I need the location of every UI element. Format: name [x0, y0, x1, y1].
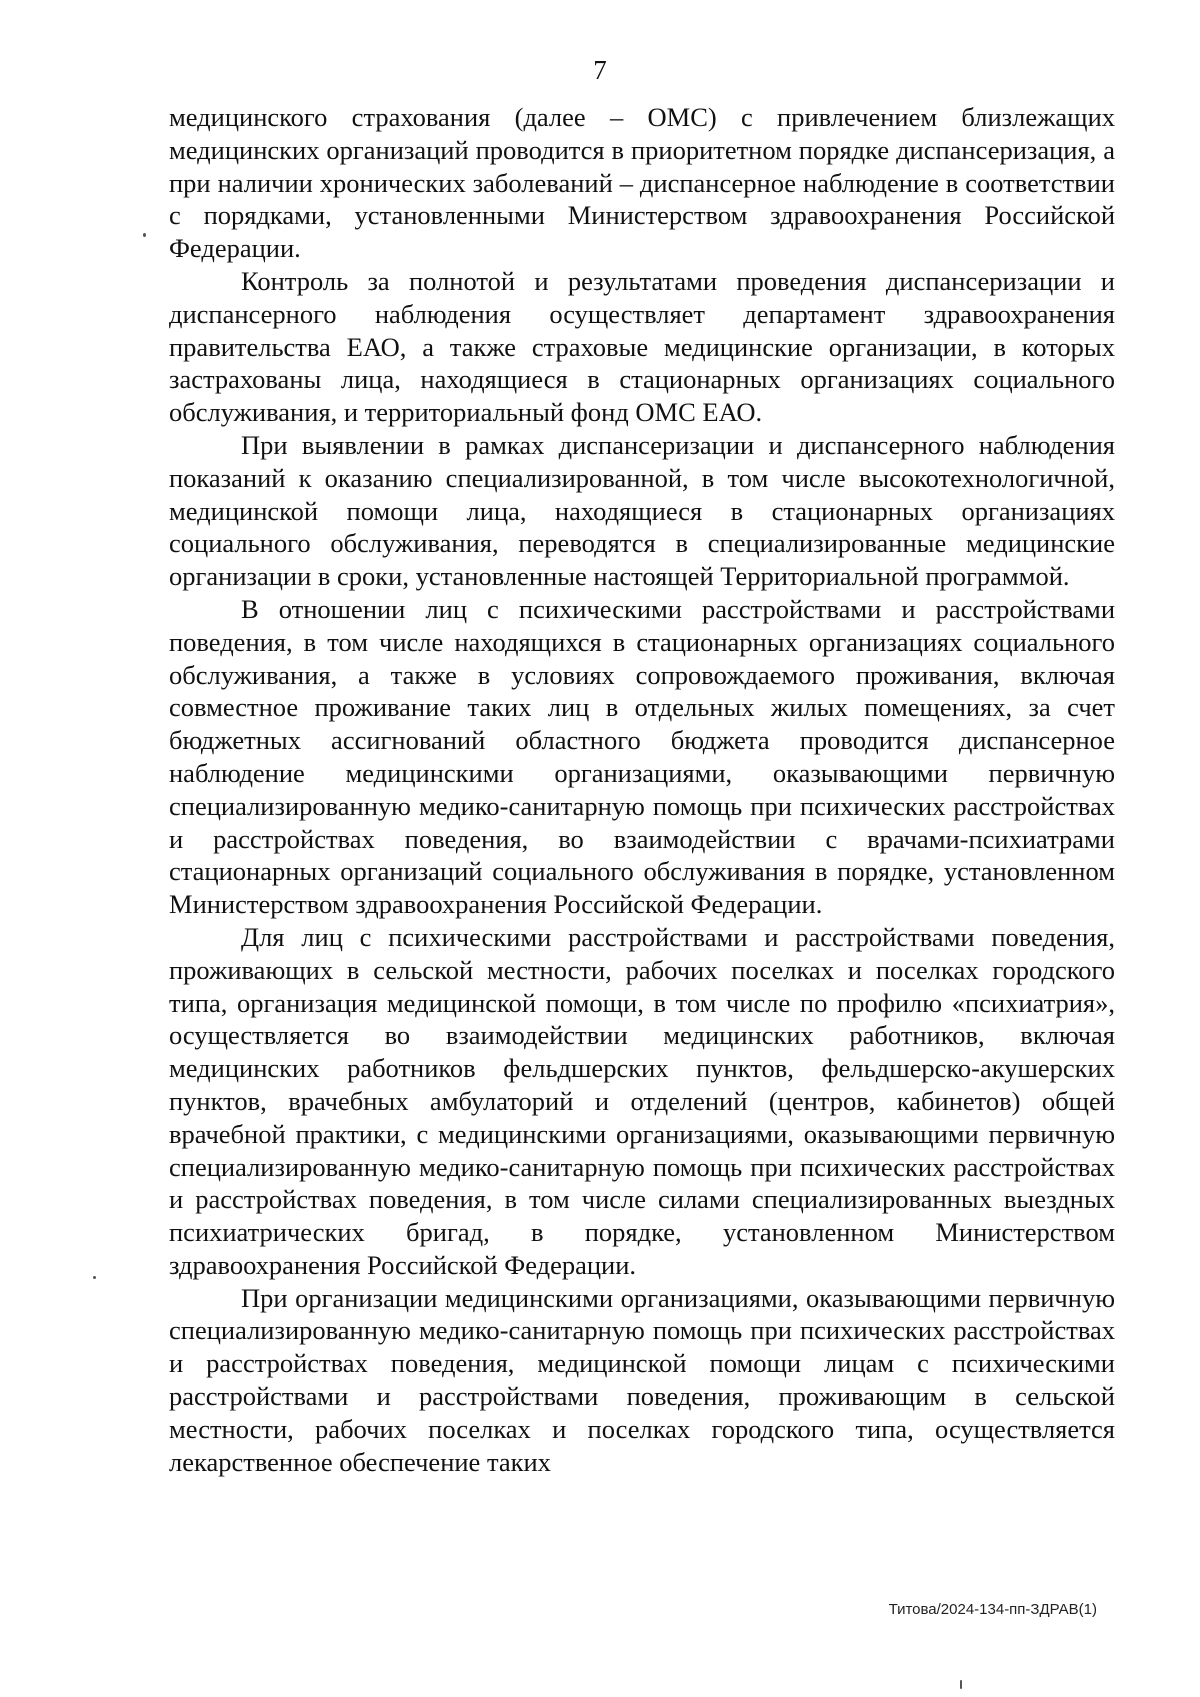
paragraph-rural-psychiatric-care: Для лиц с психическими расстройствами и расстройствами поведения, проживающих в сельской местности, рабочих поселках и поселках городского типа, организация медицинской помощи, в том числе по профилю «психиатрия», осуществляется во взаимодействии медицинских работников, включая медицинских работников фельдшерских пунктов, фельдшерско-акушерских пунктов, врачебных амбулаторий и отделений (центров, кабинетов) общей врачебной практики, с медицинскими организациями, оказывающими первичную специализированную медико-санитарную помощь при психических расстройствах и расстройствах поведения, в том числе силами специализированных выездных психиатрических бригад, в порядке, установленном Министерством здравоохранения Российской Федерации.	[169, 921, 1115, 1280]
scan-speck	[143, 233, 146, 237]
paragraph-monitoring-control: Контроль за полнотой и результатами проведения диспансеризации и диспансерного наблюдения осуществляет департамент здравоохранения правительства ЕАО, а также страховые медицинские организации, в которых застрахованы лица, находящиеся в стационарных организациях социального обслуживания, и территориальный фонд ОМС ЕАО.	[169, 265, 1115, 428]
paragraph-mental-disorders-monitoring: В отношении лиц с психическими расстройствами и расстройствами поведения, в том числе находящихся в стационарных организациях социального обслуживания, а также в условиях сопровождаемого проживания, включая совместное проживание таких лиц в отдельных жилых помещениях, за счет бюджетных ассигнований областного бюджета проводится диспансерное наблюдение медицинскими организациями, оказывающими первичную специализированную медико-санитарную помощь при психических расстройствах и расстройствах поведения, во взаимодействии с врачами-психиатрами стационарных организаций социального обслуживания в порядке, установленном Министерством здравоохранения Российской Федерации.	[169, 593, 1115, 920]
scan-speck	[960, 1680, 962, 1689]
page-number: 7	[593, 55, 607, 85]
document-registration-code: Титова/2024-134-пп-ЗДРАВ(1)	[888, 1601, 1097, 1618]
document-body	[169, 101, 1115, 1478]
paragraph-specialized-care-referral: При выявлении в рамках диспансеризации и диспансерного наблюдения показаний к оказанию специализированной, в том числе высокотехнологичной, медицинской помощи лица, находящиеся в стационарных организациях социального обслуживания, переводятся в специализированные медицинские организации в сроки, установленные настоящей Территориальной программой.	[169, 429, 1115, 592]
scan-speck	[93, 1276, 96, 1279]
paragraph-continued: медицинского страхования (далее – ОМС) с привлечением близлежащих медицинских организаций проводится в приоритетном порядке диспансеризация, а при наличии хронических заболеваний – диспансерное наблюдение в соответствии с порядками, установленными Министерством здравоохранения Российской Федерации.	[169, 102, 1115, 264]
paragraph-drug-provision: При организации медицинскими организациями, оказывающими первичную специализированную медико-санитарную помощь при психических расстройствах и расстройствах поведения, медицинской помощи лицам с психическими расстройствами и расстройствами поведения, проживающим в сельской местности, рабочих поселках и поселках городского типа, осуществляется лекарственное обеспечение таких	[169, 1282, 1115, 1477]
